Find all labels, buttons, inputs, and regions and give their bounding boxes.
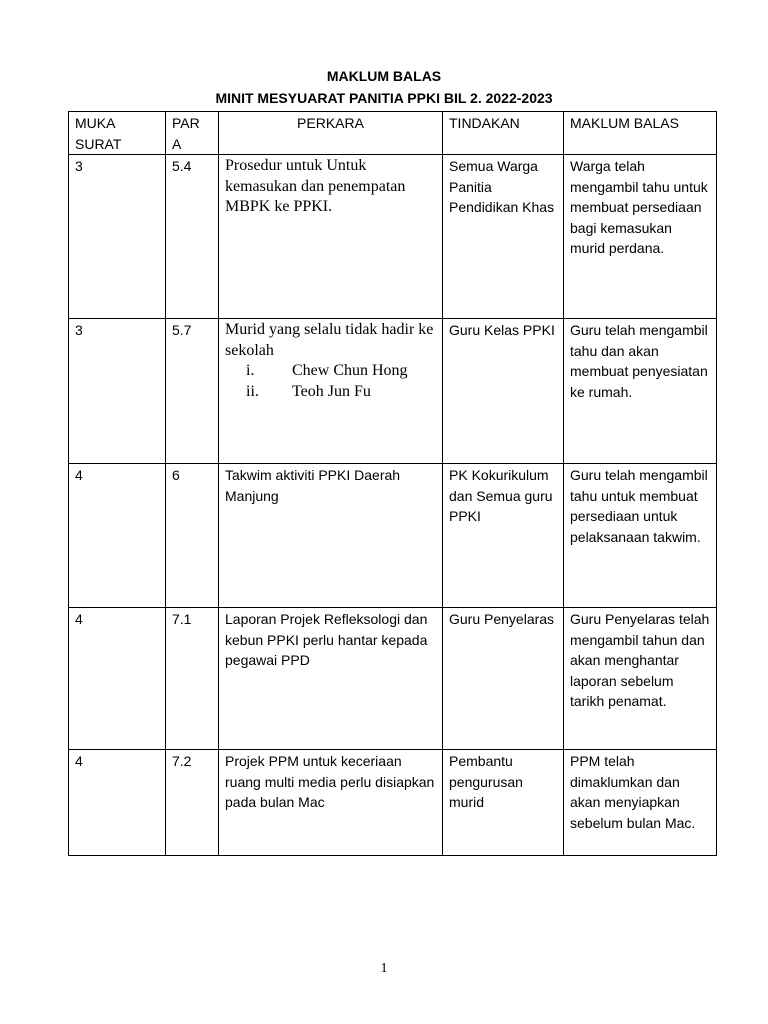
cell-para: 7.2 xyxy=(166,750,219,856)
cell-para: 7.1 xyxy=(166,608,219,750)
cell-perkara xyxy=(219,319,443,464)
cell-muka-surat: 4 xyxy=(69,608,166,750)
student-list xyxy=(225,361,436,402)
table-row xyxy=(69,608,717,750)
table-row xyxy=(69,464,717,608)
cell-muka-surat: 4 xyxy=(69,464,166,608)
cell-muka-surat: 4 xyxy=(69,750,166,856)
column-header-perkara: PERKARA xyxy=(219,112,443,155)
cell-perkara: Projek PPM untuk keceriaan ruang multi media perlu disiapkan pada bulan Mac xyxy=(219,750,443,856)
list-item-name: Teoh Jun Fu xyxy=(292,382,371,400)
cell-maklum-balas: PPM telah dimaklumkan dan akan menyiapkan sebelum bulan Mac. xyxy=(564,750,717,856)
column-header-para: PAR A xyxy=(166,112,219,155)
list-item xyxy=(246,382,436,403)
list-item xyxy=(246,361,436,382)
minutes-table xyxy=(68,111,717,856)
column-header-muka-surat: MUKA SURAT xyxy=(69,112,166,155)
cell-para: 6 xyxy=(166,464,219,608)
cell-muka-surat: 3 xyxy=(69,155,166,319)
list-item-name: Chew Chun Hong xyxy=(292,362,408,379)
table-header-row xyxy=(69,112,717,155)
cell-perkara: Prosedur untuk Untuk kemasukan dan penempatan MBPK ke PPKI. xyxy=(219,155,443,319)
cell-maklum-balas: Warga telah mengambil tahu untuk membuat persediaan bagi kemasukan murid perdana. xyxy=(564,155,717,319)
table-row xyxy=(69,750,717,856)
page-number: 1 xyxy=(380,961,388,976)
column-header-maklum-balas: MAKLUM BALAS xyxy=(564,112,717,155)
table-row xyxy=(69,319,717,464)
cell-para: 5.7 xyxy=(166,319,219,464)
cell-tindakan: Guru Kelas PPKI xyxy=(443,319,564,464)
cell-tindakan: PK Kokurikulum dan Semua guru PPKI xyxy=(443,464,564,608)
cell-perkara: Takwim aktiviti PPKI Daerah Manjung xyxy=(219,464,443,608)
list-item-number: ii. xyxy=(246,382,259,400)
cell-tindakan: Semua Warga Panitia Pendidikan Khas xyxy=(443,155,564,319)
cell-perkara: Laporan Projek Refleksologi dan kebun PPKI perlu hantar kepada pegawai PPD xyxy=(219,608,443,750)
column-header-tindakan: TINDAKAN xyxy=(443,112,564,155)
document-title: MAKLUM BALAS xyxy=(326,68,442,84)
document-subtitle: MINIT MESYUARAT PANITIA PPKI BIL 2. 2022-2023 xyxy=(215,90,553,106)
cell-tindakan: Guru Penyelaras xyxy=(443,608,564,750)
list-item-number: i. xyxy=(246,362,255,379)
cell-maklum-balas: Guru Penyelaras telah mengambil tahun dan akan menghantar laporan sebelum tarikh penamat. xyxy=(564,608,717,750)
cell-muka-surat: 3 xyxy=(69,319,166,464)
cell-tindakan: Pembantu pengurusan murid xyxy=(443,750,564,856)
table-row xyxy=(69,155,717,319)
cell-maklum-balas: Guru telah mengambil tahu untuk membuat persediaan untuk pelaksanaan takwim. xyxy=(564,464,717,608)
cell-maklum-balas: Guru telah mengambil tahu dan akan membuat penyesiatan ke rumah. xyxy=(564,319,717,464)
perkara-text: Murid yang selalu tidak hadir ke sekolah xyxy=(225,321,434,359)
cell-para: 5.4 xyxy=(166,155,219,319)
